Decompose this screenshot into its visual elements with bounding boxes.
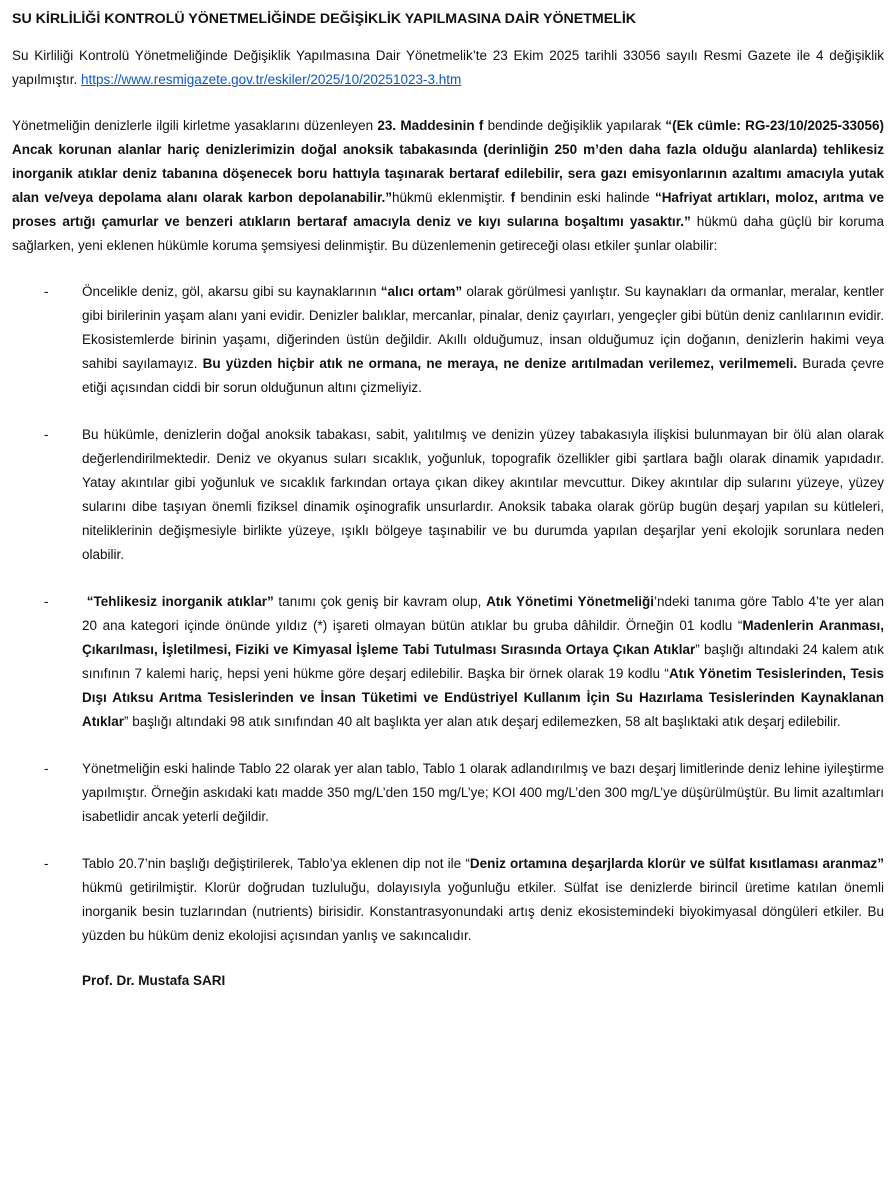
item3-text-4: ” başlığı altındaki 98 atık sınıfından 40 alt başlıkta yer alan atık deşarj edilemezken, 58 alt başlıktaki atık deşarj edilebilir. xyxy=(124,714,841,729)
dash-bullet: - xyxy=(44,856,49,871)
item1-bold-1: “alıcı ortam” xyxy=(380,284,463,299)
list-item xyxy=(12,423,884,567)
list-item-text xyxy=(82,757,884,829)
intro-paragraph xyxy=(12,44,884,92)
main-text-4: bendinin eski halinde xyxy=(515,190,655,205)
main-bold-f: f xyxy=(510,190,516,205)
main-text-3: hükmü eklenmiştir. xyxy=(391,190,511,205)
intro-text: Su Kirliliği Kontrolü Yönetmeliğinde Değişiklik Yapılmasına Dair Yönetmelik’te 23 Ekim 2025 tarihli 33056 sayılı Resmi Gazete ile 4 değişiklik yapılmıştır. xyxy=(12,48,884,87)
item5-bold-1: Deniz ortamına deşarjlarda klorür ve sülfat kısıtlaması aranmaz” xyxy=(469,856,884,871)
main-bold-old-provision: “Hafriyat artıkları, moloz, arıtma ve proses artığı çamurlar ve benzeri atıkların bertaraf amacıyla deniz ve kıyı sularına boşaltımı yasaktır.” xyxy=(12,190,884,229)
list-item xyxy=(12,757,884,829)
list-item xyxy=(12,590,884,734)
dash-bullet: - xyxy=(44,761,49,776)
item1-bold-2: Bu yüzden hiçbir atık ne ormana, ne meraya, ne denize arıtılmadan verilemez, verilmemeli. xyxy=(202,356,798,371)
main-paragraph xyxy=(12,114,884,258)
item5-text-2: hükmü getirilmiştir. Klorür doğrudan tuzluluğu, dolayısıyla yoğunluğu etkiler. Sülfat ise denizlerde birincil üretime katılan önemli inorganik besin tuzlarından (nutrients) birisidir. Konstantrasyonundaki artış deniz ekosistemindeki biyokimyasal döngüleri etkiler. Bu yüzden bu hüküm deniz ekolojisi açısından yanlış ve sakıncalıdır. xyxy=(82,880,884,943)
main-bold-added-sentence: “(Ek cümle: RG-23/10/2025-33056) Ancak korunan alanlar hariç denizlerimizin doğal anoksik tabakasında (derinliğin 250 m’den daha fazla olduğu alanlarda) tehlikesiz inorganik atıklar deniz tabanına döşenecek boru hattıyla taşınarak bertaraf edilebilir, sera gazı emisyonlarının azaltımı amacıyla yutak alan ve/veya depolama alanı olarak karbon depolanabilir.” xyxy=(12,118,884,205)
impact-list xyxy=(12,280,884,948)
main-text-5: hükmü daha güçlü bir koruma sağlarken, yeni eklenen hükümle koruma şemsiyesi delinmiştir. Bu düzenlemenin getireceği olası etkiler şunlar olabilir: xyxy=(12,214,884,253)
main-text-1: Yönetmeliğin denizlerle ilgili kirletme yasaklarını düzenleyen xyxy=(12,118,378,133)
list-item-text xyxy=(82,852,884,948)
list-item xyxy=(12,280,884,400)
main-text-2: bendinde değişiklik yapılarak xyxy=(483,118,666,133)
item3-bold-2: Atık Yönetimi Yönetmeliği xyxy=(486,594,655,609)
item1-text-1: Öncelikle deniz, göl, akarsu gibi su kaynaklarının xyxy=(82,284,381,299)
item3-bold-3: Madenlerin Aranması, Çıkarılması, İşletilmesi, Fiziki ve Kimyasal İşleme Tabi Tutulması Sırasında Ortaya Çıkan Atıklar xyxy=(82,618,884,657)
resmi-gazete-link[interactable]: https://www.resmigazete.gov.tr/eskiler/2025/10/20251023-3.htm xyxy=(81,72,462,87)
list-item-text xyxy=(82,590,884,734)
item5-text-1: Tablo 20.7’nin başlığı değiştirilerek, Tablo’ya eklenen dip not ile “ xyxy=(82,856,470,871)
item3-bold-4: Atık Yönetim Tesislerinden, Tesis Dışı Atıksu Arıtma Tesislerinden ve İnsan Tüketimi ve Endüstriyel Kullanım İçin Su Hazırlama Tesislerinden Kaynaklanan Atıklar xyxy=(82,666,884,729)
dash-bullet: - xyxy=(44,594,49,609)
dash-bullet: - xyxy=(44,427,49,442)
item1-text-3: Burada çevre etiği açısından ciddi bir sorun olduğunun altını çizmeliyiz. xyxy=(82,356,885,395)
list-item-text xyxy=(82,280,884,400)
list-item-text xyxy=(82,423,884,567)
item2-text-1: Bu hükümle, denizlerin doğal anoksik tabakası, sabit, yalıtılmış ve denizin yüzey tabakasıyla ilişkisi bulunmayan bir ölü alan olarak değerlendirilmektedir. Deniz ve okyanus suları sıcaklık, yoğunluk, topografik özellikler gibi şartlara bağlı olarak dinamik yapıdadır. Yatay akıntılar gibi yoğunluk ve sıcaklık farkından ortaya çıkan dikey akıntılar mevcuttur. Dikey akıntılar dip sularını yüzeye, yüzey sularını dibe taşıyan önemli fiziksel dinamik oşinografik unsurlardır. Anoksik tabaka olarak görüp bugün deşarj yapılan su kütleleri, niteliklerinin değişmesiyle birlikte yüzeye, ışıklı bölgeye taşınabilir ve bu durumda yapılan deşarjlar yeni ekolojik sorunlara neden olabilir. xyxy=(82,427,884,562)
item3-text-3: ” başlığı altındaki 24 kalem atık sınıfının 7 kalemi hariç, hepsi yeni hükme göre deşarj edilebilir. Başka bir örnek olarak 19 kodlu “ xyxy=(82,642,884,681)
item3-text-2: ’ndeki tanıma göre Tablo 4’te yer alan 20 ana kategori içinde önünde yıldız (*) işareti olmayan bütün atıklar bu gruba dâhildir. Örneğin 01 kodlu “ xyxy=(82,594,884,633)
list-item xyxy=(12,852,884,948)
author-signature: Prof. Dr. Mustafa SARI xyxy=(82,973,226,988)
item3-bold-1: “Tehlikesiz inorganik atıklar” xyxy=(86,594,274,609)
dash-bullet: - xyxy=(44,284,49,299)
document-title: SU KİRLİLİĞİ KONTROLÜ YÖNETMELİĞİNDE DEĞİŞİKLİK YAPILMASINA DAİR YÖNETMELİK xyxy=(12,11,637,27)
item3-text-1: tanımı çok geniş bir kavram olup, xyxy=(273,594,487,609)
item4-text-1: Yönetmeliğin eski halinde Tablo 22 olarak yer alan tablo, Tablo 1 olarak adlandırılmış ve bazı deşarj limitlerinde deniz lehine iyileştirme yapılmıştır. Örneğin askıdaki katı madde 350 mg/L’den 150 mg/L’ye; KOI 400 mg/L’den 300 mg/L’ye düşürülmüştür. Bu limit azaltımları isabetlidir ancak yeterli değildir. xyxy=(82,761,884,824)
main-bold-article: 23. Maddesinin f xyxy=(377,118,484,133)
item1-text-2: olarak görülmesi yanlıştır. Su kaynakları da ormanlar, meralar, kentler gibi birilerinin yaşam alanı yani evidir. Denizler balıklar, mercanlar, pinalar, deniz çayırları, yengeçler gibi bütün deniz canlılarının evidir. Ekosistemlerde birinin yaşamı, diğerinden üstün değildir. Akıllı olduğumuz, insan olduğumuz için doğanın, denizlerin hakimi veya sahibi sayılamayız. xyxy=(82,284,885,371)
